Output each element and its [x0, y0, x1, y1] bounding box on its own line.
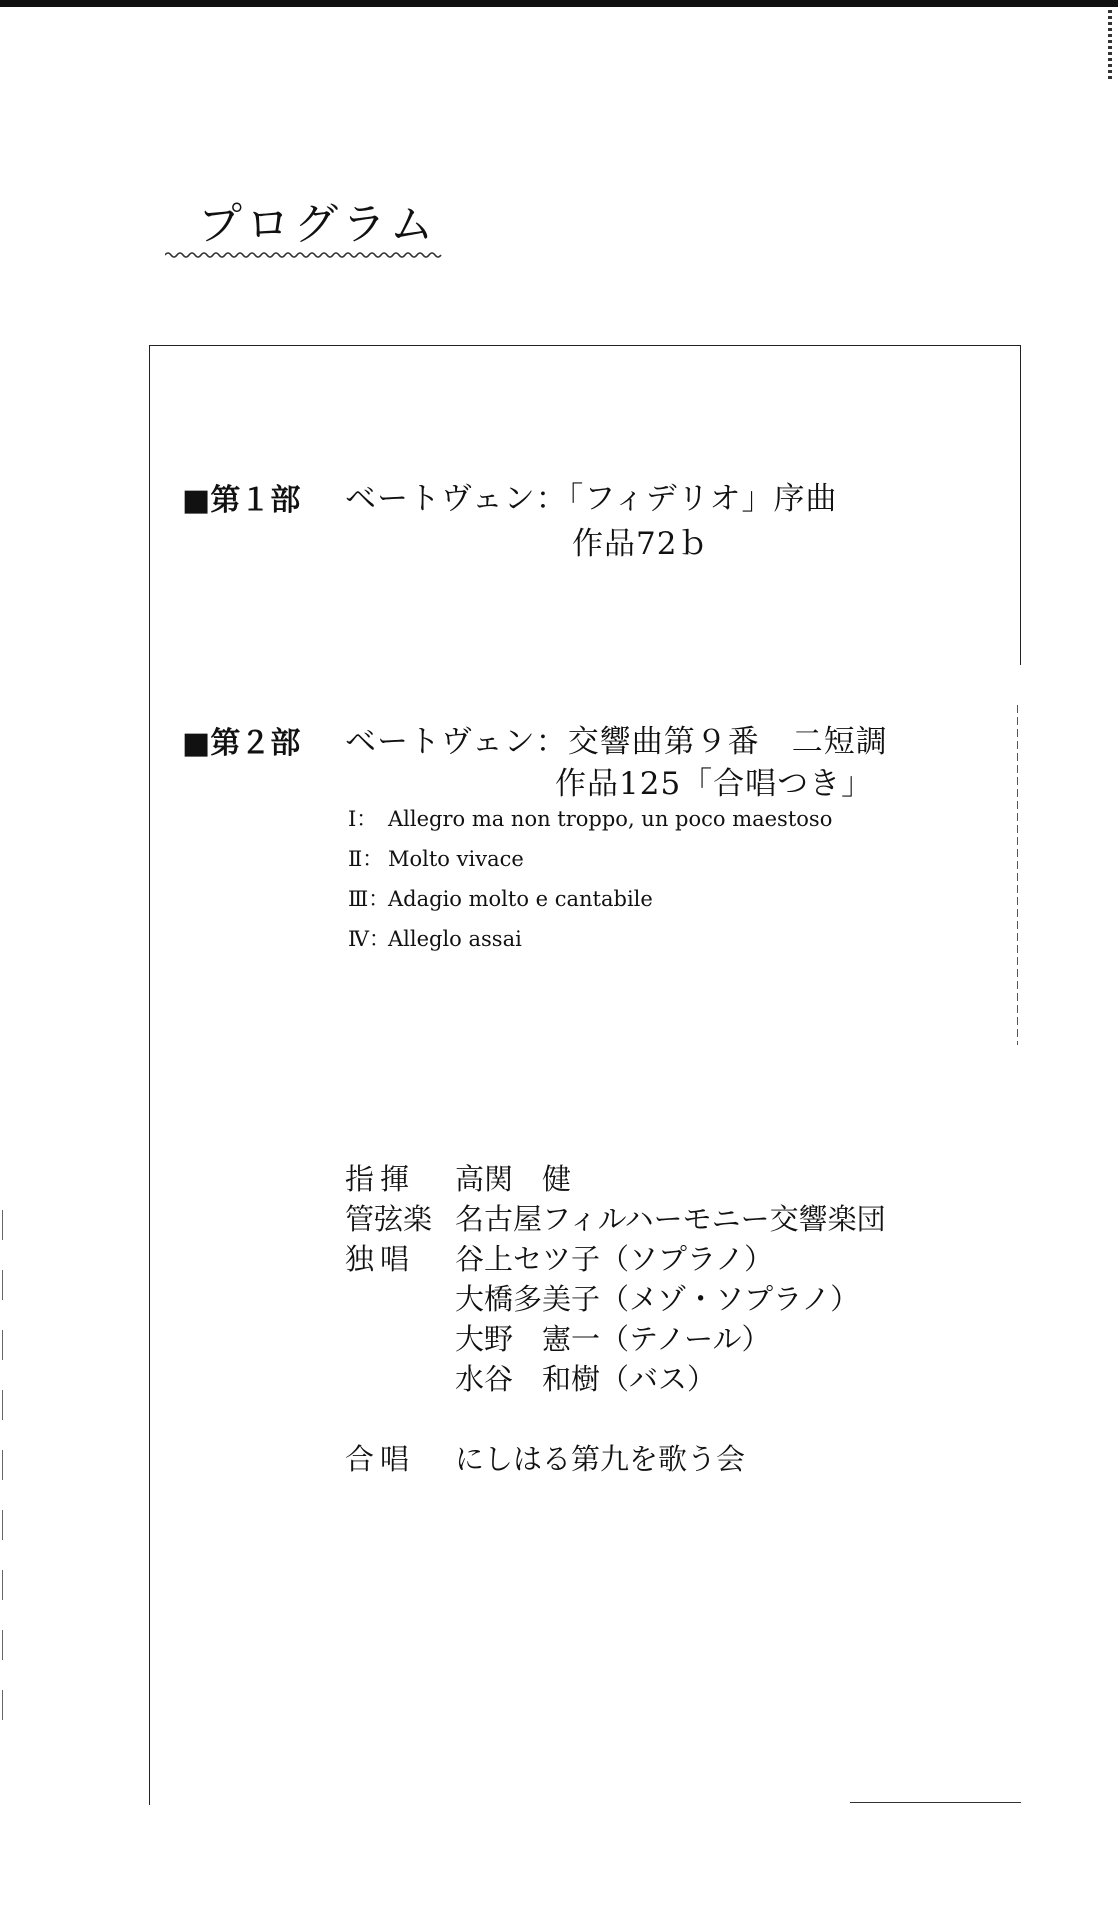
movement-item	[348, 883, 653, 913]
left-scan-marks	[2, 1210, 3, 1730]
frame-top-border	[149, 345, 1021, 346]
part1-opus: 作品72ｂ	[572, 526, 710, 562]
part2-work: ベートヴェン：交響曲第９番 二短調	[345, 724, 888, 760]
movement-name: Molto vivace	[388, 847, 524, 871]
conductor-row	[345, 1157, 571, 1198]
movement-name: Alleglo assai	[388, 927, 522, 951]
movement-item	[348, 923, 522, 953]
chorus-name: にしはる第九を歌う会	[455, 1442, 746, 1476]
top-scan-edge	[0, 0, 1118, 7]
part2-opus: 作品125「合唱つき」	[555, 766, 874, 802]
part1-work: ベートヴェン：「フィデリオ」序曲	[345, 481, 838, 517]
movement-name: Allegro ma non troppo, un poco maestoso	[388, 807, 833, 831]
movement-number: Ⅱ：	[348, 847, 384, 871]
movement-item	[348, 803, 832, 833]
frame-bottom-border	[850, 1802, 1021, 1803]
soloist-name: 谷上セツ子（ソプラノ）	[455, 1242, 774, 1276]
part1-label: ■第１部	[182, 483, 301, 518]
movement-number: Ⅰ：	[348, 807, 378, 831]
page-title: プログラム	[198, 199, 438, 250]
soloists-role: 独唱	[345, 1242, 416, 1276]
movement-name: Adagio molto e cantabile	[388, 887, 653, 911]
conductor-role: 指揮	[345, 1162, 416, 1196]
chorus-role: 合唱	[345, 1442, 416, 1476]
movement-number: Ⅳ：	[348, 927, 390, 951]
soloist-name: 水谷 和樹（バス）	[455, 1362, 717, 1396]
orchestra-name: 名古屋フィルハーモニー交響楽団	[455, 1202, 886, 1236]
frame-left-border	[149, 345, 150, 1805]
movement-item	[348, 843, 524, 873]
frame-right-border	[1020, 345, 1021, 665]
soloist-name: 大野 憲一（テノール）	[455, 1322, 771, 1356]
frame-right-border-dashed	[1017, 705, 1018, 1045]
orchestra-row	[345, 1197, 886, 1238]
part2-label: ■第２部	[182, 726, 301, 761]
conductor-name: 高関 健	[455, 1162, 572, 1196]
soloists-row	[345, 1237, 773, 1278]
title-underline-ornament	[165, 250, 445, 260]
movement-number: Ⅲ：	[348, 887, 390, 911]
chorus-row	[345, 1437, 745, 1478]
orchestra-role: 管弦楽	[345, 1202, 433, 1236]
scan-edge-mark	[1108, 10, 1112, 80]
soloist-name: 大橋多美子（メゾ・ソプラノ）	[455, 1282, 860, 1316]
